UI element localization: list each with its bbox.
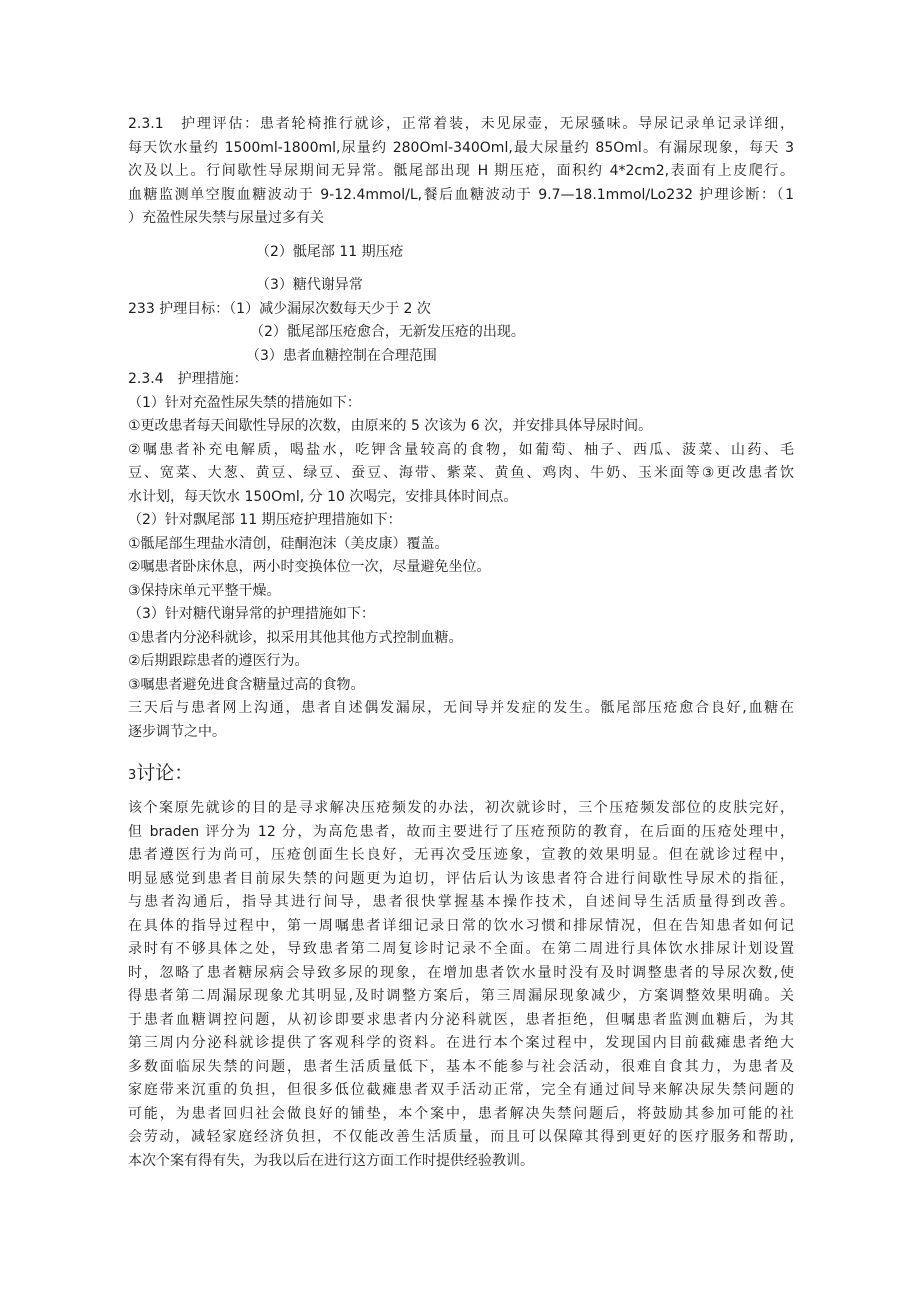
- text-line: 水计划，每天饮水 150Oml, 分 10 次喝完，安排具体时间点。: [128, 488, 518, 505]
- discussion-heading: [128, 758, 794, 791]
- text-line: 豆、宽菜、大葱、黄豆、绿豆、蚕豆、海带、紫菜、黄鱼、鸡肉、牛奶、玉米面等③更改患者饮: [128, 465, 794, 481]
- section-discussion: [128, 797, 794, 1173]
- diagnosis-3: （3）糖代谢异常: [256, 277, 363, 293]
- document-page: [128, 113, 794, 1173]
- text-line: 该个案原先就诊的目的是寻求解决压疮频发的办法，初次就诊时，三个压疮频发部位的皮肤完好，: [128, 800, 794, 816]
- text-line: 会劳动，减轻家庭经济负担，不仅能改善生活质量，而且可以保障其得到更好的医疗服务和帮助,: [128, 1129, 794, 1145]
- text-line: 得患者第二周漏尿现象尤其明显,及时调整方案后，第三周漏尿现象减少，方案调整效果明确。关: [128, 988, 794, 1004]
- text-line: 多数面临尿失禁的问题，患者生活质量低下，基本不能参与社会活动，很难自食其力，为患者及: [128, 1058, 794, 1075]
- heading-number: 3: [128, 768, 137, 783]
- text-line: 次及以上。行间歇性导尿期间无异常。骶尾部出现 H 期压疮，面积约 4*2cm2,表面有上皮爬行。: [128, 163, 794, 179]
- text-line: 与患者沟通后，指导其进行间导，患者很快掌握基本操作技术，自述间导生活质量得到改善。: [128, 894, 794, 910]
- text-line: 家庭带来沉重的负担，但很多低位截瘫患者双手活动正常，完全有通过间导来解决尿失禁问题的: [128, 1082, 794, 1098]
- section-goals: [128, 298, 794, 369]
- text-line: 录时有不够具体之处，导致患者第二周复诊时记录不全面。在第二周进行具体饮水排尿计划设置: [128, 941, 794, 957]
- text-line: 2.3.1 护理评估：患者轮椅推行就诊，正常着装，未见尿壶，无尿骚味。导尿记录单记录详细，: [128, 116, 794, 132]
- text-line: ①患者内分泌科就诊，拟采用其他其他方式控制血糖。: [128, 629, 463, 646]
- text-line: 在具体的指导过程中，第一周嘱患者详细记录日常的饮水习惯和排尿情况，但在告知患者如何记: [128, 917, 794, 934]
- text-line: 第三周内分泌科就诊提供了客观科学的资料。在进行本个案过程中，发现国内目前截瘫患者绝大: [128, 1035, 794, 1051]
- text-line: ）充盈性尿失禁与尿量过多有关: [128, 210, 324, 226]
- goal-1: 233 护理目标：（1）减少漏尿次数每天少于 2 次: [128, 300, 431, 317]
- goal-2: （2）骶尾部压疮愈合，无新发压疮的出现。: [250, 324, 525, 340]
- text-line: ①骶尾部生理盐水清创，硅酮泡沫（美皮康）覆盖。: [128, 535, 449, 552]
- text-line: 可能，为患者回归社会做良好的铺垫，本个案中，患者解决失禁问题后，将鼓励其参加可能的社: [128, 1105, 794, 1122]
- text-line: （3）针对糖代谢异常的护理措施如下：: [128, 606, 375, 622]
- text-line: ②嘱患者卧床休息，两小时变换体位一次，尽量避免坐位。: [128, 559, 491, 575]
- section-title: 2.3.4 护理措施：: [128, 371, 248, 387]
- text-line: 患者遵医行为尚可，压疮创面生长良好，无再次受压迹象，宣教的效果明显。但在就诊过程中，: [128, 847, 794, 863]
- text-line: 时，忽略了患者糖尿病会导致多尿的现象，在增加患者饮水量时没有及时调整患者的导尿次数,使: [128, 964, 794, 981]
- text-line: ③保持床单元平整干燥。: [128, 582, 281, 599]
- text-line: 三天后与患者网上沟通，患者自述偶发漏尿，无间导并发症的发生。骶尾部压疮愈合良好,血糖在: [128, 700, 794, 716]
- text-line: ②嘱患者补充电解质，喝盐水，吃钾含量较高的食物，如葡萄、柚子、西瓜、菠菜、山药、毛: [128, 441, 794, 458]
- heading-text: 讨论：: [136, 762, 194, 784]
- text-line: ③嘱患者避免进食含糖量过高的食物。: [128, 676, 365, 693]
- text-line: （2）针对飘尾部 11 期压疮护理措施如下：: [128, 512, 402, 528]
- text-line: 本次个案有得有失，为我以后在进行这方面工作时提供经验教训。: [128, 1152, 534, 1169]
- goal-3: （3）患者血糖控制在合理范围: [246, 347, 437, 364]
- text-line: 血糖监测单空腹血糖波动于 9-12.4mmol/L,餐后血糖波动于 9.7—18.1mmol/Lo232 护理诊断：（1: [128, 186, 794, 203]
- text-line: 明显感觉到患者目前尿失禁的问题更为迫切，评估后认为该患者符合进行间歇性导尿术的指征，: [128, 870, 794, 887]
- text-line: （1）针对充盈性尿失禁的措施如下：: [128, 394, 361, 411]
- text-line: 但 braden 评分为 12 分，为高危患者，故而主要进行了压疮预防的教育，在后面的压疮处理中，: [128, 823, 794, 840]
- text-line: 逐步调节之中。: [128, 723, 226, 740]
- text-line: 每天饮水量约 1500ml-1800ml,尿量约 280Oml-340Oml,最大尿量约 85Oml。有漏尿现象，每天 3: [128, 139, 794, 156]
- section-assessment: [128, 113, 794, 298]
- text-line: ①更改患者每天间歇性导尿的次数，由原来的 5 次该为 6 次，并安排具体导尿时间。: [128, 418, 653, 434]
- text-line: 于患者血糖调控问题，从初诊即要求患者内分泌科就医，患者拒绝，但嘱患者监测血糖后，为其: [128, 1011, 794, 1028]
- section-measures: [128, 368, 794, 744]
- diagnosis-2: （2）骶尾部 11 期压疮: [256, 243, 404, 260]
- text-line: ②后期跟踪患者的遵医行为。: [128, 653, 309, 669]
